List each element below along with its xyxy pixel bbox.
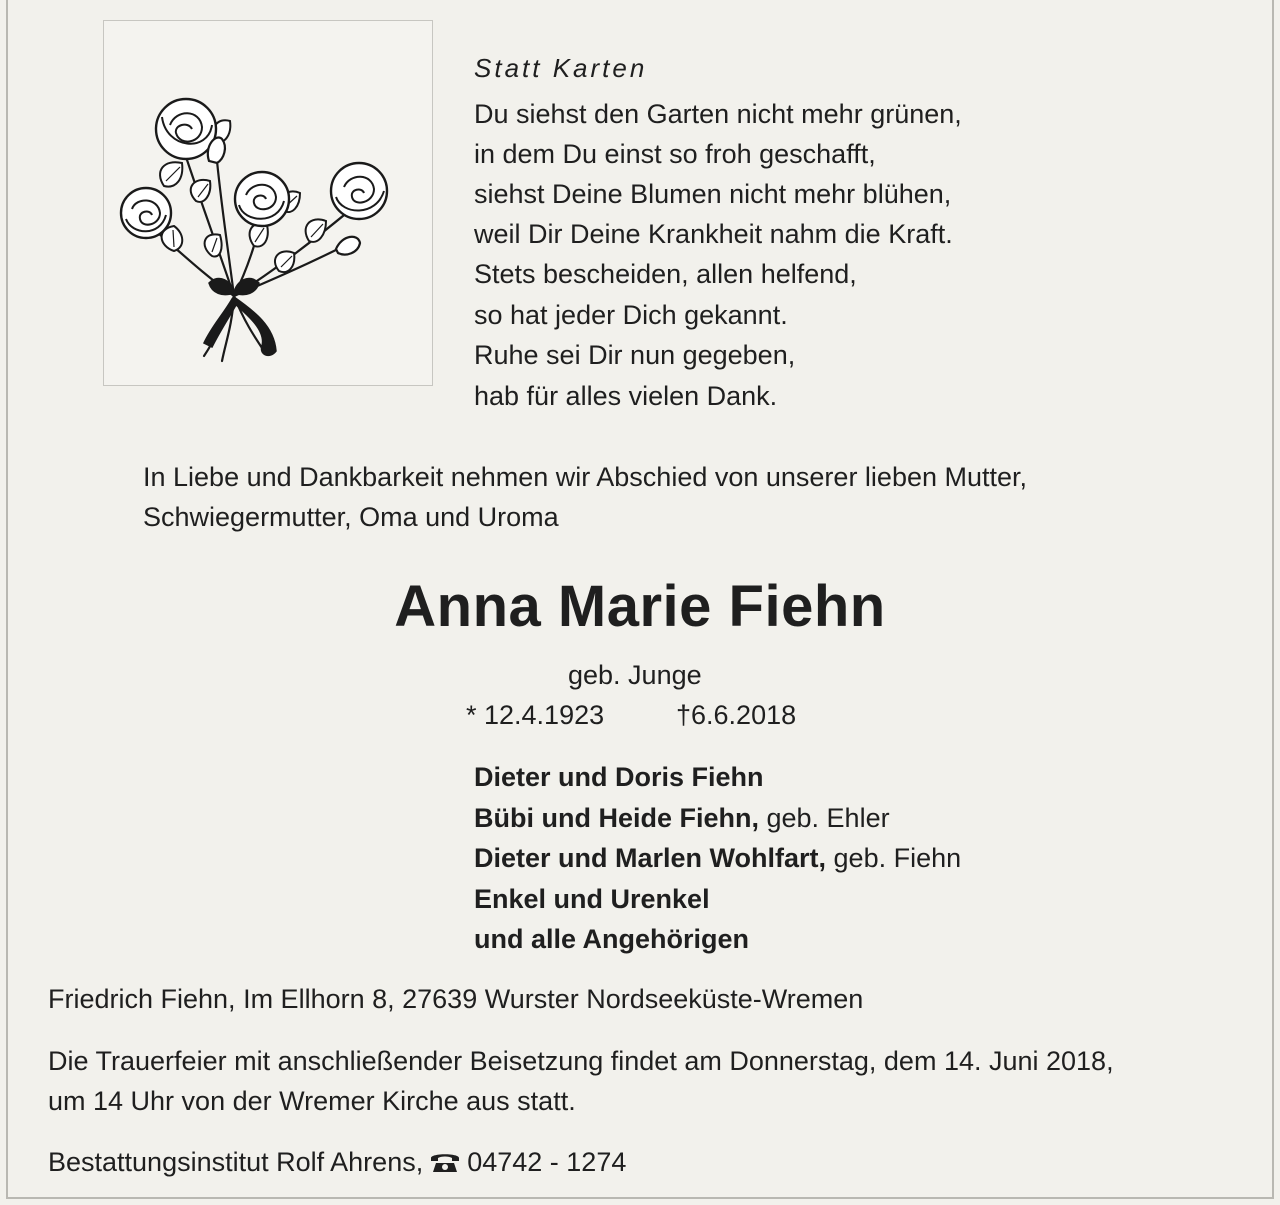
poem-line: hab für alles vielen Dank. [474,381,778,411]
intro-line: Schwiegermutter, Oma und Uroma [143,502,559,532]
deceased-name: Anna Marie Fiehn [394,574,886,639]
family-note: geb. Fiehn [826,843,962,873]
family-name: Bübi und Heide Fiehn, [474,803,759,833]
poem-line: Du siehst den Garten nicht mehr grünen, [474,99,962,129]
maiden-name: geb. Junge [568,660,702,690]
undertaker-phone: 04742 - 1274 [467,1147,627,1177]
family-name: und alle Angehörigen [474,924,750,954]
family-name: Dieter und Doris Fiehn [474,762,764,792]
poem-line: Ruhe sei Dir nun gegeben, [474,340,796,370]
telephone-icon [429,1145,461,1185]
poem-line: siehst Deine Blumen nicht mehr blühen, [474,179,952,209]
family-line [474,838,961,878]
roses-image [103,20,433,386]
service-line: um 14 Uhr von der Wremer Kirche aus statt. [48,1086,576,1116]
undertaker-name: Bestattungsinstitut Rolf Ahrens, [48,1147,424,1177]
poem-line: in dem Du einst so froh geschafft, [474,139,876,169]
birth-date: * 12.4.1923 [466,700,605,730]
poem-line: Stets bescheiden, allen helfend, [474,259,857,289]
poem-line: so hat jeder Dich gekannt. [474,300,788,330]
family-name: Dieter und Marlen Wohlfart, [474,843,827,873]
undertaker-line [48,1142,626,1185]
roses-bouquet-icon [104,21,434,387]
family-note: geb. Ehler [759,803,890,833]
family-line [474,798,890,838]
contact-address: Friedrich Fiehn, Im Ellhorn 8, 27639 Wurster Nordseeküste-Wremen [48,984,864,1014]
family-line [474,879,710,919]
service-line: Die Trauerfeier mit anschließender Beisetzung findet am Donnerstag, dem 14. Juni 2018, [48,1046,1114,1076]
death-date: †6.6.2018 [676,700,797,730]
family-line [474,919,749,959]
poem-line: weil Dir Deine Krankheit nahm die Kraft. [474,219,953,249]
statt-karten-heading: Statt Karten [474,53,648,83]
family-name: Enkel und Urenkel [474,884,710,914]
intro-line: In Liebe und Dankbarkeit nehmen wir Abschied von unserer lieben Mutter, [143,462,1028,492]
family-line [474,757,764,797]
